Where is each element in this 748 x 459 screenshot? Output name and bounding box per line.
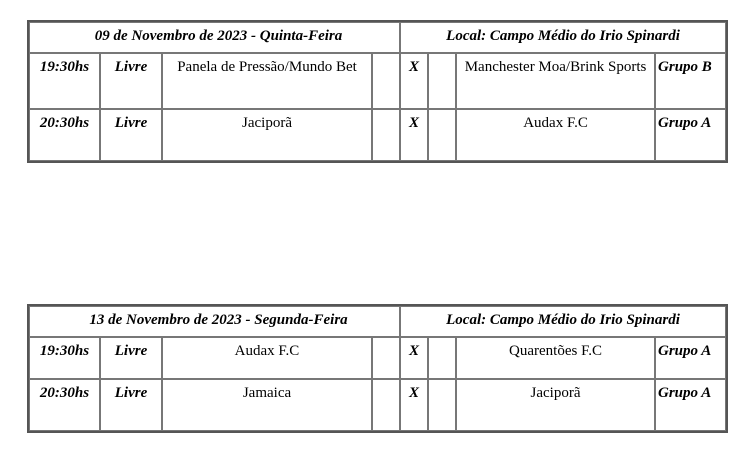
away-team: Jaciporã: [456, 379, 655, 431]
schedule-header: [29, 22, 726, 53]
table-row: [29, 379, 726, 431]
match-status: Livre: [100, 379, 162, 431]
match-location: Local: Campo Médio do Irio Spinardi: [400, 306, 726, 337]
home-score-cell: [372, 109, 400, 161]
home-team: Jaciporã: [162, 109, 372, 161]
home-team: Audax F.C: [162, 337, 372, 379]
match-time: 20:30hs: [29, 109, 100, 161]
match-schedule-table-2: [27, 304, 728, 433]
match-status: Livre: [100, 53, 162, 109]
match-group: Grupo B: [655, 53, 726, 109]
away-score-cell: [428, 379, 456, 431]
away-team: Manchester Moa/Brink Sports: [456, 53, 655, 109]
home-score-cell: [372, 53, 400, 109]
match-time: 19:30hs: [29, 53, 100, 109]
versus-label: X: [400, 379, 428, 431]
match-group: Grupo A: [655, 109, 726, 161]
versus-label: X: [400, 53, 428, 109]
match-time: 20:30hs: [29, 379, 100, 431]
away-score-cell: [428, 53, 456, 109]
home-score-cell: [372, 337, 400, 379]
match-group: Grupo A: [655, 379, 726, 431]
table-row: [29, 53, 726, 109]
schedule-header: [29, 306, 726, 337]
match-group: Grupo A: [655, 337, 726, 379]
table-row: [29, 109, 726, 161]
versus-label: X: [400, 337, 428, 379]
home-score-cell: [372, 379, 400, 431]
home-team: Jamaica: [162, 379, 372, 431]
away-score-cell: [428, 109, 456, 161]
home-team: Panela de Pressão/Mundo Bet: [162, 53, 372, 109]
versus-label: X: [400, 109, 428, 161]
away-team: Audax F.C: [456, 109, 655, 161]
away-team: Quarentões F.C: [456, 337, 655, 379]
table-row: [29, 337, 726, 379]
match-date: 13 de Novembro de 2023 - Segunda-Feira: [29, 306, 400, 337]
match-status: Livre: [100, 109, 162, 161]
match-date: 09 de Novembro de 2023 - Quinta-Feira: [29, 22, 400, 53]
match-location: Local: Campo Médio do Irio Spinardi: [400, 22, 726, 53]
match-time: 19:30hs: [29, 337, 100, 379]
away-score-cell: [428, 337, 456, 379]
match-status: Livre: [100, 337, 162, 379]
match-schedule-table-1: [27, 20, 728, 163]
